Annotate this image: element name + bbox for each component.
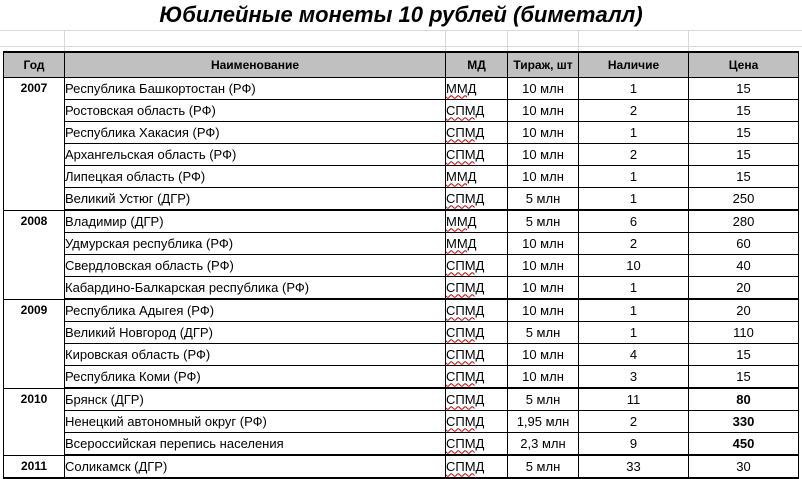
year-cell[interactable]: 2011 <box>4 455 65 478</box>
coin-name-cell[interactable]: Великий Новгород (ДГР) <box>65 322 446 344</box>
price-cell[interactable]: 15 <box>689 166 799 188</box>
price-cell[interactable]: 20 <box>689 299 799 322</box>
stock-cell[interactable]: 1 <box>579 299 689 322</box>
table-row <box>4 188 799 211</box>
mint-code: ММД <box>446 80 477 96</box>
coin-name-cell[interactable]: Великий Устюг (ДГР) <box>65 188 446 211</box>
stock-cell[interactable]: 1 <box>579 78 689 100</box>
mintage-cell[interactable]: 1,95 млн <box>508 411 579 433</box>
price-cell[interactable]: 60 <box>689 233 799 255</box>
mint-cell[interactable] <box>446 144 508 166</box>
price-cell[interactable]: 15 <box>689 78 799 100</box>
price-cell[interactable]: 15 <box>689 100 799 122</box>
year-cell[interactable]: 2010 <box>4 388 65 455</box>
header-stock[interactable]: Наличие <box>579 52 689 78</box>
mint-cell[interactable] <box>446 388 508 411</box>
header-row <box>4 52 799 78</box>
gridline-col <box>64 30 65 51</box>
stock-cell[interactable]: 2 <box>579 233 689 255</box>
coin-name-cell[interactable]: Кировская область (РФ) <box>65 344 446 366</box>
mint-cell[interactable] <box>446 411 508 433</box>
table-row <box>4 411 799 433</box>
table-row <box>4 299 799 322</box>
price-cell[interactable]: 110 <box>689 322 799 344</box>
mint-cell[interactable] <box>446 210 508 233</box>
mint-cell[interactable] <box>446 322 508 344</box>
mintage-cell[interactable]: 2,3 млн <box>508 433 579 456</box>
stock-cell[interactable]: 11 <box>579 388 689 411</box>
header-mintage[interactable]: Тираж, шт <box>508 52 579 78</box>
coin-name-cell[interactable]: Владимир (ДГР) <box>65 210 446 233</box>
mint-cell[interactable] <box>446 299 508 322</box>
mintage-cell[interactable]: 10 млн <box>508 122 579 144</box>
gridline-col <box>688 30 689 51</box>
table-row <box>4 166 799 188</box>
sheet-title: Юбилейные монеты 10 рублей (биметалл) <box>159 2 643 27</box>
year-cell[interactable]: 2009 <box>4 299 65 388</box>
table-row <box>4 277 799 300</box>
table-row <box>4 322 799 344</box>
coin-name-cell[interactable]: Липецкая область (РФ) <box>65 166 446 188</box>
mint-code: СПМД <box>446 368 485 384</box>
coin-name-cell[interactable]: Архангельская область (РФ) <box>65 144 446 166</box>
stock-cell[interactable]: 1 <box>579 277 689 300</box>
table-row <box>4 78 799 100</box>
mint-code: СПМД <box>446 146 485 162</box>
price-cell[interactable]: 20 <box>689 277 799 300</box>
coin-name-cell[interactable]: Удмурская республика (РФ) <box>65 233 446 255</box>
header-price[interactable]: Цена <box>689 52 799 78</box>
stock-cell[interactable]: 33 <box>579 455 689 478</box>
mintage-cell[interactable]: 5 млн <box>508 322 579 344</box>
mint-cell[interactable] <box>446 455 508 478</box>
table-row <box>4 210 799 233</box>
coin-name-cell[interactable]: Республика Адыгея (РФ) <box>65 299 446 322</box>
table-row <box>4 144 799 166</box>
mintage-cell[interactable]: 5 млн <box>508 210 579 233</box>
stock-cell[interactable]: 1 <box>579 166 689 188</box>
price-cell[interactable]: 15 <box>689 344 799 366</box>
coin-name-cell[interactable]: Свердловская область (РФ) <box>65 255 446 277</box>
price-cell[interactable]: 40 <box>689 255 799 277</box>
mint-code: ММД <box>446 213 477 229</box>
table-row <box>4 433 799 456</box>
mint-cell[interactable] <box>446 366 508 389</box>
mint-cell[interactable] <box>446 78 508 100</box>
mint-cell[interactable] <box>446 166 508 188</box>
coin-name-cell[interactable]: Всероссийская перепись населения <box>65 433 446 456</box>
mint-code: СПМД <box>446 302 485 318</box>
stock-cell[interactable]: 1 <box>579 188 689 211</box>
mint-code: СПМД <box>446 346 485 362</box>
coin-name-cell[interactable]: Ростовская область (РФ) <box>65 100 446 122</box>
mint-code: СПМД <box>446 190 485 206</box>
stock-cell[interactable]: 2 <box>579 144 689 166</box>
mint-code: СПМД <box>446 324 485 340</box>
mint-cell[interactable] <box>446 277 508 300</box>
price-cell[interactable]: 250 <box>689 188 799 211</box>
table-row <box>4 255 799 277</box>
mint-code: СПМД <box>446 391 485 407</box>
gridline-col <box>578 30 579 51</box>
price-cell[interactable]: 280 <box>689 210 799 233</box>
mintage-cell[interactable]: 10 млн <box>508 366 579 389</box>
coin-name-cell[interactable]: Брянск (ДГР) <box>65 388 446 411</box>
price-cell[interactable]: 15 <box>689 366 799 389</box>
coin-name-cell[interactable]: Республика Башкортостан (РФ) <box>65 78 446 100</box>
coin-name-cell[interactable]: Республика Хакасия (РФ) <box>65 122 446 144</box>
mint-code: ММД <box>446 235 477 251</box>
mint-code: СПМД <box>446 279 485 295</box>
price-cell[interactable]: 80 <box>689 388 799 411</box>
price-cell[interactable]: 330 <box>689 411 799 433</box>
price-cell[interactable]: 15 <box>689 144 799 166</box>
table-row <box>4 366 799 389</box>
mint-cell[interactable] <box>446 344 508 366</box>
mintage-cell[interactable]: 10 млн <box>508 344 579 366</box>
mint-code: СПМД <box>446 124 485 140</box>
coin-name-cell[interactable]: Соликамск (ДГР) <box>65 455 446 478</box>
mint-code: СПМД <box>446 458 485 474</box>
gridline-col <box>445 30 446 51</box>
table-row <box>4 344 799 366</box>
header-year[interactable]: Год <box>4 52 65 78</box>
gridline-col <box>507 30 508 51</box>
stock-cell[interactable]: 4 <box>579 344 689 366</box>
stock-cell[interactable]: 1 <box>579 322 689 344</box>
mint-cell[interactable] <box>446 255 508 277</box>
mintage-cell[interactable]: 10 млн <box>508 255 579 277</box>
stock-cell[interactable]: 10 <box>579 255 689 277</box>
price-cell[interactable]: 450 <box>689 433 799 456</box>
header-mint[interactable]: МД <box>446 52 508 78</box>
stock-cell[interactable]: 2 <box>579 411 689 433</box>
mint-code: СПМД <box>446 435 485 451</box>
stock-cell[interactable]: 2 <box>579 100 689 122</box>
table-row <box>4 388 799 411</box>
table-row <box>4 100 799 122</box>
mintage-cell[interactable]: 10 млн <box>508 144 579 166</box>
stock-cell[interactable]: 9 <box>579 433 689 456</box>
gridline-row <box>0 46 802 47</box>
mint-code: СПМД <box>446 102 485 118</box>
mintage-cell[interactable]: 10 млн <box>508 100 579 122</box>
mintage-cell[interactable]: 5 млн <box>508 455 579 478</box>
mintage-cell[interactable]: 5 млн <box>508 388 579 411</box>
mintage-cell[interactable]: 10 млн <box>508 299 579 322</box>
stock-cell[interactable]: 1 <box>579 122 689 144</box>
table-row <box>4 455 799 478</box>
mintage-cell[interactable]: 10 млн <box>508 166 579 188</box>
mintage-cell[interactable]: 10 млн <box>508 78 579 100</box>
year-cell[interactable]: 2007 <box>4 78 65 211</box>
stock-cell[interactable]: 3 <box>579 366 689 389</box>
table-row <box>4 233 799 255</box>
year-cell[interactable]: 2008 <box>4 210 65 299</box>
mint-code: СПМД <box>446 257 485 273</box>
price-cell[interactable]: 15 <box>689 122 799 144</box>
mint-cell[interactable] <box>446 122 508 144</box>
mintage-cell[interactable]: 10 млн <box>508 277 579 300</box>
coin-name-cell[interactable]: Республика Коми (РФ) <box>65 366 446 389</box>
mintage-cell[interactable]: 10 млн <box>508 233 579 255</box>
coins-table <box>3 51 799 479</box>
mintage-cell[interactable]: 5 млн <box>508 188 579 211</box>
table-body <box>4 78 799 479</box>
mint-code: СПМД <box>446 413 485 429</box>
table-row <box>4 122 799 144</box>
header-name[interactable]: Наименование <box>65 52 446 78</box>
stock-cell[interactable]: 6 <box>579 210 689 233</box>
gridline-row <box>0 30 802 31</box>
price-cell[interactable]: 30 <box>689 455 799 478</box>
coin-name-cell[interactable]: Ненецкий автономный округ (РФ) <box>65 411 446 433</box>
coin-name-cell[interactable]: Кабардино-Балкарская республика (РФ) <box>65 277 446 300</box>
mint-cell[interactable] <box>446 433 508 456</box>
mint-code: ММД <box>446 168 477 184</box>
mint-cell[interactable] <box>446 100 508 122</box>
mint-cell[interactable] <box>446 233 508 255</box>
mint-cell[interactable] <box>446 188 508 211</box>
